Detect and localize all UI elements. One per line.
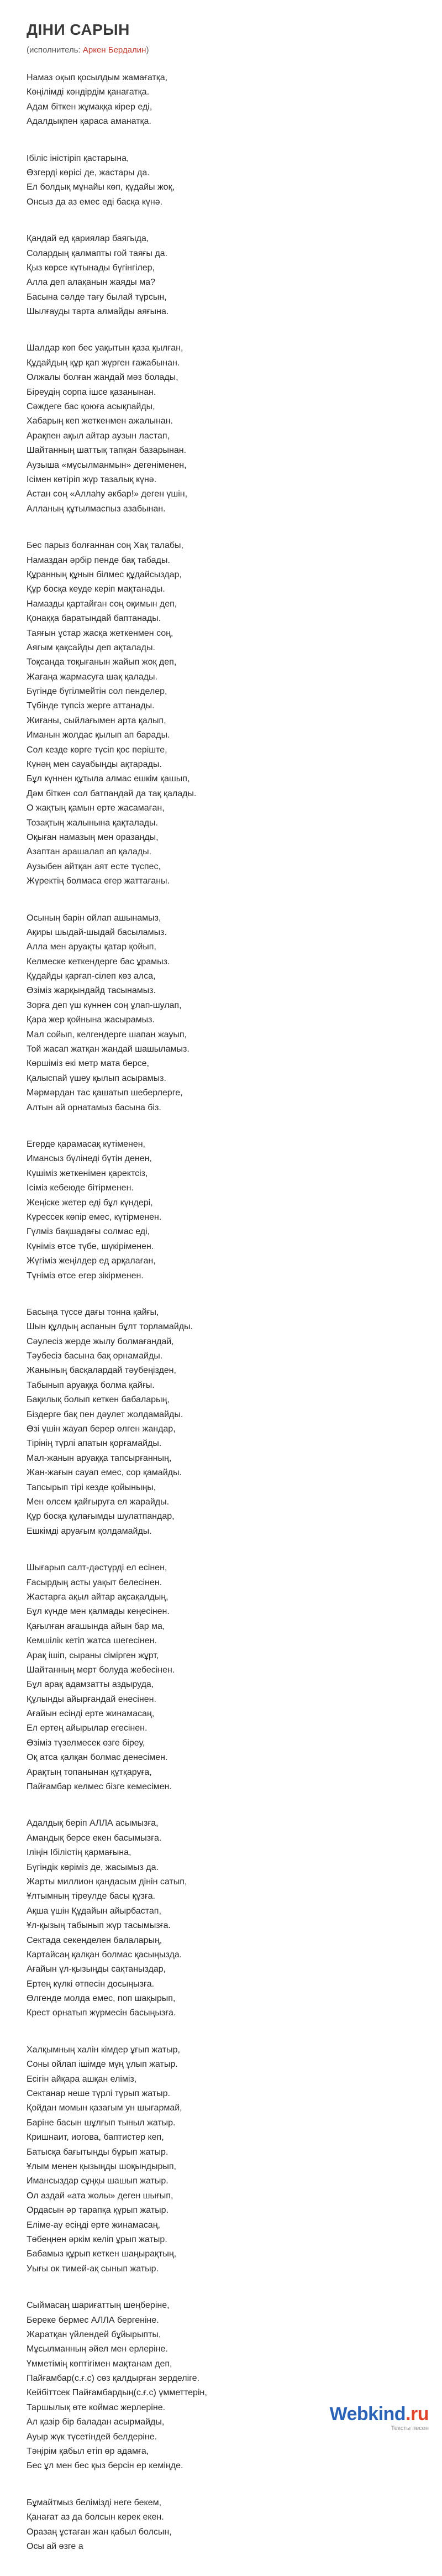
performer-suffix: )	[146, 45, 149, 55]
lyric-line: Алтын ай орнатамыз басына біз.	[27, 1102, 161, 1112]
lyric-line: Біреудің сорпа ішсе қазанынан.	[27, 387, 156, 397]
performer-line	[27, 45, 149, 55]
lyric-line: Төбеңнен әркім келіп ұрып жатыр.	[27, 2234, 167, 2244]
lyric-line: Жарты миллион қандасым дінін сатып,	[27, 1877, 187, 1887]
stanza	[27, 1137, 413, 1283]
lyric-line: Бабамыз құрып кеткен шаңырақтың,	[27, 2249, 177, 2259]
lyric-line: Ақша үшін Құдайын айырбастап,	[27, 1906, 161, 1916]
lyric-line: Жеңіске жетер еді бұл күндері,	[27, 1198, 153, 1208]
lyric-line: Жаратқан үйлендей бұйырыпты,	[27, 2329, 161, 2339]
site-tagline: Тексты песен	[391, 2425, 429, 2432]
lyric-line: Жан-жағын сауап емес, сор қамайды.	[27, 1468, 182, 1478]
lyric-line: Ісіміз кебеюде бітірменен.	[27, 1183, 134, 1193]
lyric-line: Картайсаң қалқан болмас қасыңызда.	[27, 1950, 182, 1960]
lyric-line: Бұл күнде мен қалмады кеңесінен.	[27, 1607, 170, 1617]
lyric-line: Мал-жанын аруаққа тапсырғанның,	[27, 1453, 172, 1463]
lyric-line: Бақилық болып кеткен бабаларың,	[27, 1395, 170, 1405]
lyric-line: Құлынды айырғандай енесінен.	[27, 1694, 156, 1704]
stanza	[27, 1816, 413, 2020]
lyric-line: Құранның құнын білмес құдайсыздар,	[27, 569, 182, 579]
lyric-line: Тірінің түрлі апатын қорғамайды.	[27, 1439, 162, 1449]
lyric-line: Сыймасаң шариғаттың шеңберіне,	[27, 2301, 170, 2311]
lyric-line: Дәм біткен сол батпандай да тақ қалады.	[27, 788, 197, 798]
lyric-line: Түбінде түпсіз жерге аттанады.	[27, 701, 155, 711]
lyric-line: Құдайды қарғап-сілеп көз алса,	[27, 971, 156, 981]
stanza	[27, 151, 413, 210]
lyric-line: Жиғаны, сыйлағымен арта қалып,	[27, 715, 166, 725]
lyric-line: Ақиры шыдай-шыдай басыламыз.	[27, 927, 167, 937]
lyric-line: Сәждеге бас қоюға асықпайды,	[27, 402, 155, 412]
lyric-line: Астан соң «Аллаһу әкбар!» деген үшін,	[27, 489, 188, 499]
lyric-line: Осы ай өзге а	[27, 2541, 83, 2551]
lyric-line: Өзіміз жарқындайд тасынамыз.	[27, 986, 156, 996]
lyric-line: Өзгерді көрісі де, жастары да.	[27, 168, 150, 177]
stanza	[27, 232, 413, 319]
lyric-line: Аузыша «мұсылманмын» дегеніменен,	[27, 460, 187, 470]
lyric-line: Ол аздай «ата жолы» деген шығып,	[27, 2191, 173, 2201]
lyric-line: Еліме-ау есіңді ерте жинамасаң,	[27, 2220, 160, 2230]
lyric-line: Пайғамбар(с.ғ.с) сөз қалдырған зерделіге.	[27, 2374, 199, 2384]
lyric-line: Жағаңа жармасуға шақ қалады.	[27, 672, 157, 682]
lyric-line: Жүректің болмаса егер жаттағаны.	[27, 876, 170, 886]
lyric-line: Ағайын есінді ерте жинамасаң,	[27, 1709, 155, 1719]
lyric-line: Кейбіттсек Пайғамбардың(с.ғ.с) үмметтерін,	[27, 2388, 207, 2398]
lyric-line: Ал қазір бір баладан асырмайды,	[27, 2417, 165, 2427]
lyric-line: Ағайын ұл-қызыңды сақтаныздар,	[27, 1964, 166, 1974]
lyric-line: О жақтың қамын ерте жасамаған,	[27, 803, 165, 813]
stanza	[27, 1305, 413, 1539]
lyric-line: Хабарың кеп жеткенмен ажалынан.	[27, 416, 173, 426]
lyric-line: Сектанар неше түрлі түрып жатыр.	[27, 2089, 170, 2099]
lyric-line: Шайтанның шаттық тапқан базарынан.	[27, 446, 187, 456]
stanza	[27, 71, 413, 129]
lyric-line: Мал сойып, келгендерге шапан жауып,	[27, 1030, 187, 1039]
lyric-line: Сол кезде көрге түсіп қос періште,	[27, 745, 167, 755]
lyric-line: Қара жер қойнына жасырамыз.	[27, 1015, 155, 1025]
lyric-line: Соны ойлап ішімде мұң ұлып жатыр.	[27, 2060, 178, 2070]
lyric-line: Оқ атса қалқан болмас денесімен.	[27, 1753, 168, 1763]
lyric-line: Батысқа бағытыңды бұрып жатыр.	[27, 2147, 169, 2157]
lyric-line: Адалдық беріп АЛЛА асымызға,	[27, 1819, 159, 1828]
lyric-line: Күніміз өтсе түбе, шүкіріменен.	[27, 1241, 154, 1251]
lyric-line: Ісімен көтіріп жүр тазалық күнә.	[27, 474, 157, 484]
lyric-line: Іліңін Ібілістің қармағына,	[27, 1848, 131, 1858]
lyric-line: Басына сәлде тағу былай тұрсын,	[27, 292, 167, 302]
lyric-line: Бұмайтмыз белімізді неге бекем,	[27, 2497, 162, 2507]
lyric-line: Қалыспай үшеу қылып асырамыз.	[27, 1073, 166, 1083]
lyric-line: Күнәң мен сауабыңды ақтарады.	[27, 760, 162, 770]
lyric-line: Үмметімің көптігімен мақтанам деп,	[27, 2359, 172, 2369]
lyric-line: Қыз көрсе күтынады бүгінгілер,	[27, 263, 155, 273]
lyric-line: Арақтың топанынан құтқаруға,	[27, 1767, 152, 1777]
lyric-line: Крест орнатып жүрмесін басыңызға.	[27, 2008, 176, 2018]
lyric-line: Мен өлсем қайғыруға ел жарайды.	[27, 1497, 170, 1507]
lyric-line: Тапсырып тірі кезде қойыныңы,	[27, 1482, 156, 1492]
stanza	[27, 2043, 413, 2276]
performer-link[interactable]: Аркен Бердалин	[82, 45, 146, 55]
lyric-line: Қойдан момын қазағым ун шығармай,	[27, 2103, 182, 2113]
lyric-line: Мұсылманның әйел мен ерлеріне.	[27, 2344, 168, 2354]
site-watermark	[330, 2404, 429, 2432]
lyric-line: Құр босқа құлағымды шулатпандар,	[27, 1512, 175, 1522]
lyric-line: Ібіліс іністіріп қастарына,	[27, 153, 129, 163]
lyric-line: Гүлміз бақшадағы солмас еді,	[27, 1227, 150, 1237]
stanza	[27, 911, 413, 1115]
lyric-line: Шылғауды тарта алмайды аяғына.	[27, 307, 169, 317]
lyric-line: Қандай ед қариялар баягыда,	[27, 234, 149, 244]
lyric-line: Табынып аруаққа болма қайғы.	[27, 1380, 155, 1390]
lyric-line: Қонаққа баратындай баптанады.	[27, 614, 161, 624]
lyric-line: Аузыбен айтқан аят есте түспес,	[27, 861, 161, 871]
stanza	[27, 1561, 413, 1794]
lyric-line: Көңілімді көндірдім қанағатқа.	[27, 87, 150, 97]
lyric-line: Алланың құтылмаспыз азабынан.	[27, 504, 166, 514]
lyric-line: Имансыздар сұңқы шашып жатыр.	[27, 2176, 169, 2186]
lyric-line: Тәубесіз басына бақ орнамайды.	[27, 1351, 163, 1361]
lyric-line: Таяғын ұстар жасқа жеткенмен соң,	[27, 628, 173, 638]
lyric-line: Оқыған намазың мен оразаңды,	[27, 832, 159, 842]
lyric-line: Мәрмәрдан тас қашатып шеберлерге,	[27, 1088, 183, 1098]
lyric-line: Бұл арақ адамзатты аздыруда,	[27, 1680, 154, 1690]
lyric-line: Баріне басын шұлғып тыныл жатыр.	[27, 2118, 176, 2128]
lyric-line: Ел болдық мұнайы көп, құдайы жоқ,	[27, 182, 175, 192]
lyric-line: Шығарып салт-дәстүрді ел есінен,	[27, 1563, 167, 1573]
lyric-line: Адам біткен жұмаққа кірер еді,	[27, 102, 152, 112]
lyric-line: Өлгенде молда емес, поп шақырып,	[27, 1994, 176, 2004]
lyric-line: Жанының басқалардай тәубеңізден,	[27, 1366, 176, 1376]
lyric-line: Алла деп алақанын жаяды ма?	[27, 278, 156, 288]
lyric-line: Имансыз бүлінеді бүтін денен,	[27, 1154, 152, 1164]
lyric-line: Олжалы болған жандай мәз болады,	[27, 373, 178, 383]
lyric-line: Ауыр жүк түсетіндей белдеріне.	[27, 2432, 157, 2442]
lyric-line: Азаптан арашалап ап қалады.	[27, 847, 152, 857]
lyric-line: Намазды қартайған соң оқимын деп,	[27, 599, 177, 609]
stanza	[27, 2496, 413, 2554]
lyric-line: Құдайдың құр қап жүрген ғажабынан.	[27, 358, 180, 368]
lyric-line: Кемшілік кетіп жатса шегесінен.	[27, 1636, 157, 1646]
site-logo	[330, 2404, 429, 2424]
lyric-line: Бүгінде бүгілмейтін сол пенделер,	[27, 687, 167, 697]
lyric-line: Түніміз өтсе егер зікірменен.	[27, 1271, 144, 1281]
lyric-line: Ордасын әр тарапқа құрып жатыр.	[27, 2206, 169, 2216]
lyric-line: Ғасырдың асты уақыт белесінен.	[27, 1577, 162, 1587]
lyric-line: Пайғамбар келмес бізге кемесімен.	[27, 1782, 172, 1792]
lyric-line: Тәңірім қабыл етіп өр адамға,	[27, 2447, 149, 2457]
lyric-line: Зорға деп үш күннен соң ұлап-шулап,	[27, 1000, 182, 1010]
lyric-line: Құр босқа кеуде керіп мақтанады.	[27, 584, 165, 594]
performer-prefix: (исполнитель:	[27, 45, 83, 55]
lyric-line: Солардың қалмапты гой таяғы да.	[27, 248, 167, 258]
lyric-line: Көршіміз екі метр мата берсе,	[27, 1059, 149, 1069]
lyric-line: Намаздан әрбір пенде бақ табады.	[27, 555, 170, 565]
lyric-line: Қағылған ағашында айын бар ма,	[27, 1621, 165, 1631]
lyric-line: Адалдықпен қараса аманатқа.	[27, 117, 151, 127]
lyric-line: Сектада секенделен балаларың,	[27, 1935, 162, 1945]
song-title: ДІНИ САРЫН	[27, 21, 130, 38]
lyric-line: Намаз оқып қосылдым жамағатқа,	[27, 73, 168, 82]
lyric-line: Той жасап жатқан жандай шашыламыз.	[27, 1044, 190, 1054]
lyric-line: Арақ ішіп, сыраны сімірген жұрт,	[27, 1650, 159, 1660]
lyric-line: Амандық берсе екен басымызға.	[27, 1833, 162, 1843]
lyric-line: Арақпен ақыл айтар аузын ластап,	[27, 431, 170, 441]
lyric-line: Ешкімді аруағым қолдамайды.	[27, 1526, 152, 1536]
stanza	[27, 2298, 413, 2474]
lyric-line: Таршылық өте коймас жерлеріне.	[27, 2402, 166, 2412]
lyric-line: Уығы ок тимей-ақ сынып жатыр.	[27, 2264, 159, 2274]
lyric-line: Оразаң ұстаған жан қабыл болсын,	[27, 2527, 172, 2537]
lyric-line: Тозақтың жалынына қақталады.	[27, 818, 158, 828]
lyric-line: Бес ұл мен бес қыз берсін ер кеміңде.	[27, 2461, 183, 2471]
lyric-line: Шын құлдың аспанын бұлт торламайды.	[27, 1322, 193, 1332]
stanza	[27, 341, 413, 516]
site-logo-tld: .ru	[406, 2403, 429, 2425]
lyric-line: Бүгіндік көріміз де, жасымыз да.	[27, 1862, 159, 1872]
lyric-line: Бес парыз болғаннан соң Хақ талабы,	[27, 541, 183, 551]
lyric-line: Кришнаит, иогова, баптистер кеп,	[27, 2133, 164, 2143]
lyric-line: Өзі үшін жауап берер өлген жандар,	[27, 1424, 176, 1434]
lyric-line: Тоқсанда тоқығанын жайып жоқ деп,	[27, 657, 177, 667]
lyric-line: Есігін айқара ашқан еліміз,	[27, 2074, 137, 2084]
lyric-line: Алла мен аруақты қатар қойып,	[27, 942, 156, 952]
lyric-line: Осының барін ойлап ашынамыз,	[27, 913, 161, 923]
lyric-line: Ұлым менен қызыңды шоқындырып,	[27, 2162, 176, 2171]
lyric-line: Күрессек көпір емес, күтірменен.	[27, 1212, 162, 1222]
lyric-line: Қанағат аз да болсын керек екен.	[27, 2512, 164, 2522]
lyric-line: Сәулесіз жерде жылу болмағандай,	[27, 1336, 174, 1346]
lyric-line: Жастарға ақыл айтар ақсақалдың,	[27, 1592, 169, 1602]
lyric-line: Бұл күннен құтыла алмас ешкім қашып,	[27, 774, 190, 784]
lyric-line: Біздерге бақ пен дәулет жолдамайды.	[27, 1409, 183, 1419]
lyric-line: Басыңа түссе дағы тонна қайғы,	[27, 1307, 159, 1317]
lyrics-body	[27, 71, 413, 2576]
lyric-line: Аягым қақсайды деп ақталады.	[27, 642, 155, 652]
lyric-line: Береке бермес АЛЛА бергеніне.	[27, 2315, 159, 2325]
lyric-line: Халқымның халін кімдер ұғып жатыр,	[27, 2045, 180, 2055]
lyric-line: Өзіміз түзелмесек өзге біреу,	[27, 1738, 145, 1748]
lyric-line: Иманын жолдас қылып ап барады.	[27, 730, 170, 740]
lyric-line: Күшіміз жеткенімен қаректсіз,	[27, 1168, 148, 1178]
site-logo-brand: Webkind	[329, 2403, 406, 2425]
lyric-line: Ертең күлкі өтпесін досыңызға.	[27, 1979, 155, 1989]
lyric-line: Шайтанның мерт болуда жебесінен.	[27, 1665, 175, 1675]
stanza	[27, 539, 413, 889]
lyric-line: Келмеске кеткендерге бас ұрамыз.	[27, 957, 170, 966]
lyric-line: Ел ертең айырылар егесінен.	[27, 1723, 148, 1733]
lyric-line: Жүгіміз жеңілдер ед арқалаған,	[27, 1256, 156, 1266]
lyric-line: Онсыз да аз емес еді басқа күнә.	[27, 197, 163, 207]
lyric-line: Ұлтымның тіреулде басы құзға.	[27, 1891, 155, 1901]
lyric-line: Ұл-қызың табынып жүр тасымызға.	[27, 1921, 171, 1931]
lyric-line: Шалдар көп бес уақытын қаза қылған,	[27, 343, 183, 353]
lyric-line: Егерде қарамасақ күтіменен,	[27, 1140, 145, 1149]
